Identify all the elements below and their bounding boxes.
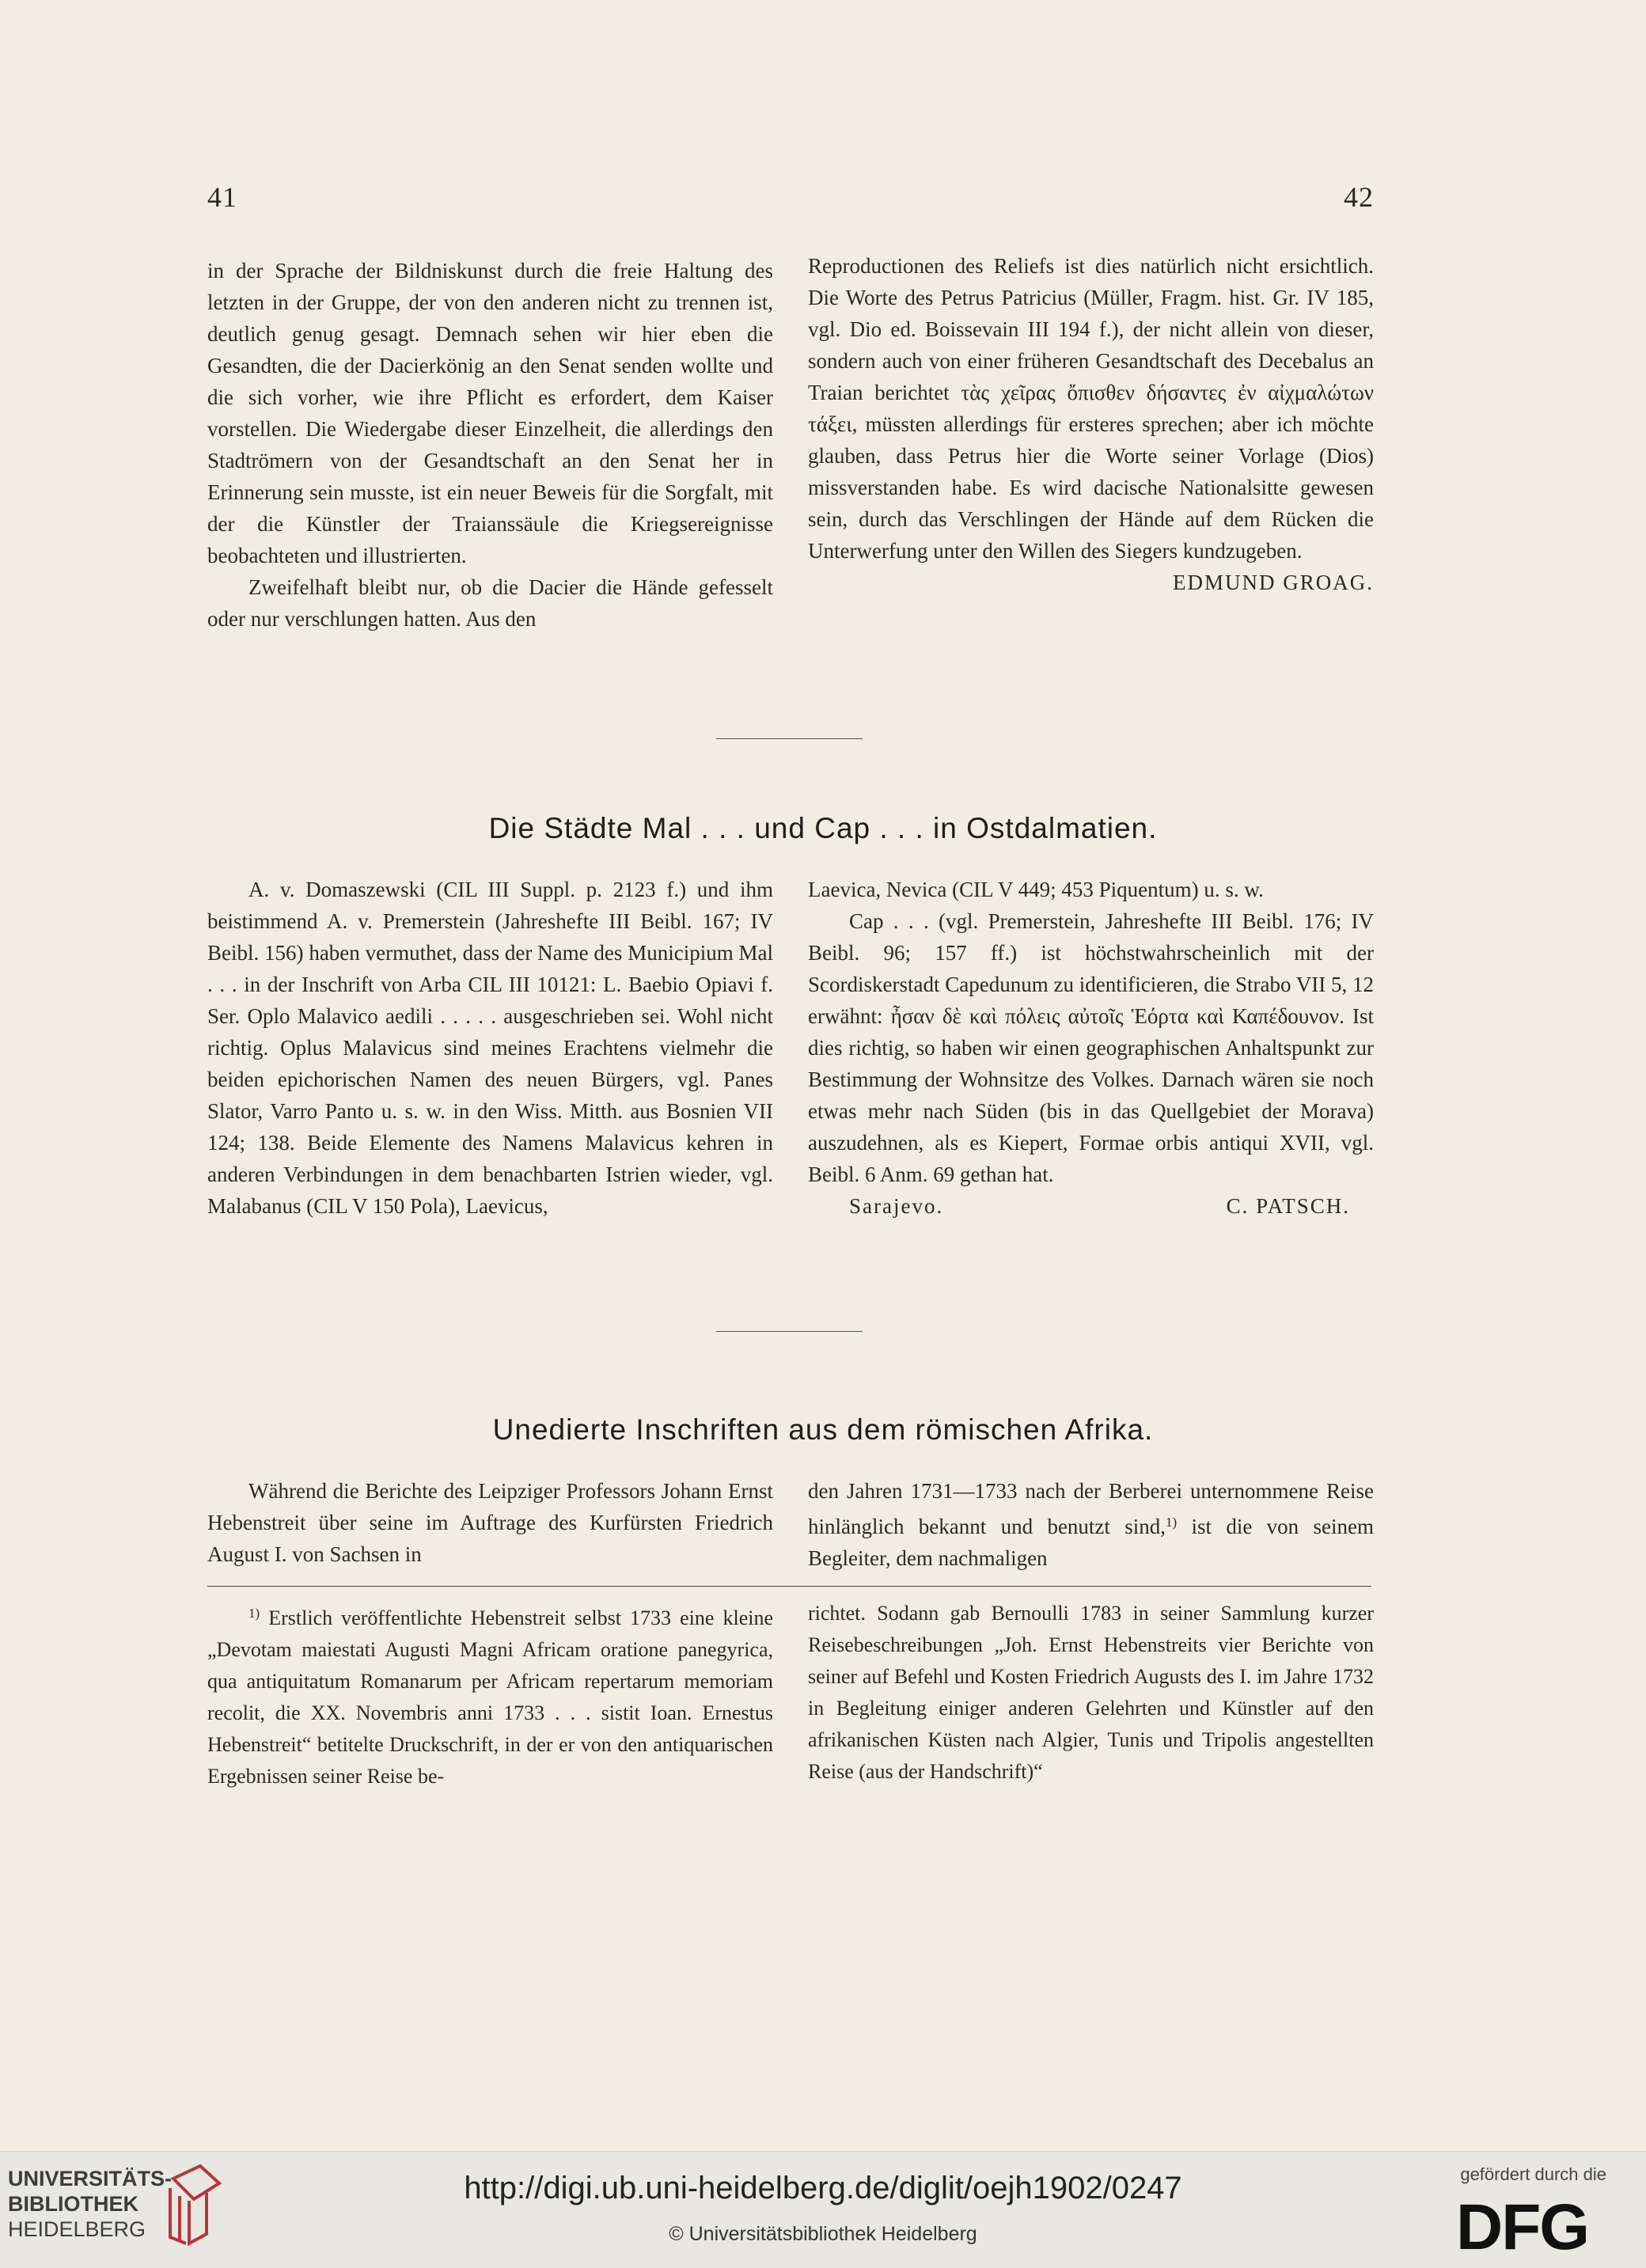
dfg-logo-icon — [1456, 2195, 1614, 2257]
library-name-line1: UNIVERSITÄTS- — [8, 2167, 173, 2190]
footnote-left-text: Erstlich veröffentlichte Hebenstreit selbst 1733 eine kleine „Devotam maiestati Augusti Magni Africam oratione panegyrica, qua antiquitatum Romanarum per Africam repertarum memoriam recolit, die XX. Novembris anni 1733 . . . sistit Ioan. Ernestus Hebenstreit“ betitelte Druckschrift, in der er von den antiquarischen Ergebnissen seiner Reise be- — [207, 1606, 773, 1788]
document-url-link[interactable]: http://digi.ub.uni-heidelberg.de/diglit/oejh1902/0247 — [464, 2171, 1182, 2205]
footnote-left-column — [207, 1598, 773, 1792]
article3-right-column — [808, 1475, 1374, 1574]
article3-left-paragraph: Während die Berichte des Leipziger Professors Johann Ernst Hebenstreit über seine im Auftrage des Kurfürsten Friedrich August I. von Sachsen in — [207, 1479, 773, 1566]
article2-left-column — [207, 874, 773, 1222]
library-name-line3: HEIDELBERG — [8, 2217, 146, 2241]
footnote-right-paragraph: richtet. Sodann gab Bernoulli 1783 in seiner Sammlung kurzer Reisebeschreibungen „Joh. Ernst Hebenstreits vier Berichte von seiner auf Befehl und Kosten Friedrich Augusts des I. im Jahre 1732 in Begleitung einiger anderen Gelehrten und Künstler auf den afrikanischen Küsten nach Algier, Tunis und Tripolis angestellten Reise (aus der Handschrift)“ — [808, 1602, 1374, 1783]
article1-left-column — [207, 255, 773, 635]
footer-bar — [0, 2151, 1646, 2268]
svg-text:DFG: DFG — [1456, 2195, 1589, 2257]
section-separator-2 — [716, 1331, 863, 1332]
article3-right-paragraph — [808, 1475, 1374, 1574]
page-number-right: 42 — [1344, 181, 1374, 213]
funding-caption: gefördert durch die — [1460, 2164, 1606, 2184]
article3-left-column — [207, 1475, 773, 1570]
article2-signature-line — [808, 1190, 1374, 1222]
article2-left-paragraph: A. v. Domaszewski (CIL III Suppl. p. 2123 f.) und ihm beistimmend A. v. Premerstein (Jahreshefte III Beibl. 167; IV Beibl. 156) haben vermuthet, dass der Name des Municipium Mal . . . in der Inschrift von Arba CIL III 10121: L. Baebio Opiavi f. Ser. Oplo Malavico aedili . . . . . ausgeschrieben sei. Wohl nicht richtig. Oplus Malavicus sind meines Erachtens vielmehr die beiden epichorischen Namen des neuen Bürgers, vgl. Panes Slator, Varro Panto u. s. w. in den Wiss. Mitth. aus Bosnien VII 124; 138. Beide Elemente des Namens Malavicus kehren in anderen Verbindungen in dem benachbarten Istrien wieder, vgl. Malabanus (CIL V 150 Pola), Laevicus, — [207, 878, 773, 1218]
article1-right-paragraph: Reproductionen des Reliefs ist dies natürlich nicht ersichtlich. Die Worte des Petrus Patricius (Müller, Fragm. hist. Gr. IV 185, vgl. Dio ed. Boissevain III 194 f.), der nicht allein von dieser, sondern auch von einer früheren Gesandtschaft des Decebalus an Traian berichtet τὰς χεῖρας ὄπισθεν δήσαντες ἐν αἰχμαλώτων τάξει, müssten allerdings für ersteres sprechen; aber ich möchte glauben, dass Petrus hier die Worte seiner Vorlage (Dios) missverstanden habe. Es wird dacische Nationalsitte gewesen sein, durch das Verschlingen der Hände auf dem Rücken die Unterwerfung unter den Willen des Siegers kundzugeben. — [808, 254, 1374, 563]
footnote-marker: 1) — [248, 1606, 260, 1621]
article3-title: Unedierte Inschriften aus dem römischen Afrika. — [492, 1413, 1154, 1446]
article1-signature: EDMUND GROAG. — [1173, 571, 1374, 594]
article2-right-column — [808, 874, 1374, 1222]
footnote-reference: 1) — [1166, 1515, 1178, 1530]
article2-right-paragraph-1: Laevica, Nevica (CIL V 449; 453 Piquentum) u. s. w. — [808, 878, 1264, 901]
article2-right-paragraph-2: Cap . . . (vgl. Premerstein, Jahreshefte III Beibl. 176; IV Beibl. 96; 157 ff.) ist höchstwahrscheinlich mit der Scordiskerstadt Capedunum zu identificieren, die Strabo VII 5, 12 erwähnt: ἦσαν δὲ καὶ πόλεις αὐτοῖς Ἑόρτα καὶ Καπέδουνον. Ist dies richtig, so haben wir einen geographischen Anhaltspunkt zur Bestimmung der Wohnsitze des Volkes. Darnach wären sie noch etwas mehr nach Süden (bis in das Quellgebiet der Morava) auszudehnen, als es Kiepert, Formae orbis antiqui XVII, vgl. Beibl. 6 Anm. 69 gethan hat. — [808, 909, 1374, 1186]
article2-signature: C. PATSCH. — [1226, 1194, 1350, 1218]
article1-left-paragraph-2: Zweifelhaft bleibt nur, ob die Dacier die Hände gefesselt oder nur verschlungen hatten. Aus den — [207, 575, 773, 631]
article1-left-paragraph-1: in der Sprache der Bildniskunst durch die freie Haltung des letzten in der Gruppe, der von den anderen nicht zu trennen ist, deutlich genug gesagt. Demnach sehen wir hier eben die Gesandten, die der Dacierkönig an den Senat senden wollte und die sich vorher, wie ihre Pflicht es erfordert, dem Kaiser vorstellen. Die Wiedergabe dieser Einzelheit, die allerdings den Stadtrömern von der Gesandtschaft an den Senat her in Erinnerung sein musste, ist ein neuer Beweis für die Sorgfalt, mit der die Künstler der Traianssäule die Kriegsereignisse beobachteten und illustrierten. — [207, 259, 773, 567]
article1-right-column — [808, 250, 1374, 598]
copyright-notice: © Universitätsbibliothek Heidelberg — [669, 2223, 977, 2245]
page-number-left: 41 — [207, 181, 237, 213]
section-separator-1 — [716, 738, 863, 739]
footnote-right-column — [808, 1598, 1374, 1788]
footnote-left-paragraph — [207, 1598, 773, 1792]
article2-place: Sarajevo. — [849, 1194, 944, 1218]
article3-right-text: den Jahren 1731—1733 nach der Berberei unternommene Reise hinlänglich bekannt und benutzt sind, — [808, 1479, 1374, 1538]
article3-right-text-continued: ist die von seinem Begleiter, dem nachmaligen — [808, 1515, 1374, 1570]
library-name-line2: BIBLIOTHEK — [8, 2192, 138, 2216]
article2-title: Die Städte Mal . . . und Cap . . . in Ostdalmatien. — [488, 812, 1158, 844]
footnote-rule — [207, 1586, 1371, 1587]
